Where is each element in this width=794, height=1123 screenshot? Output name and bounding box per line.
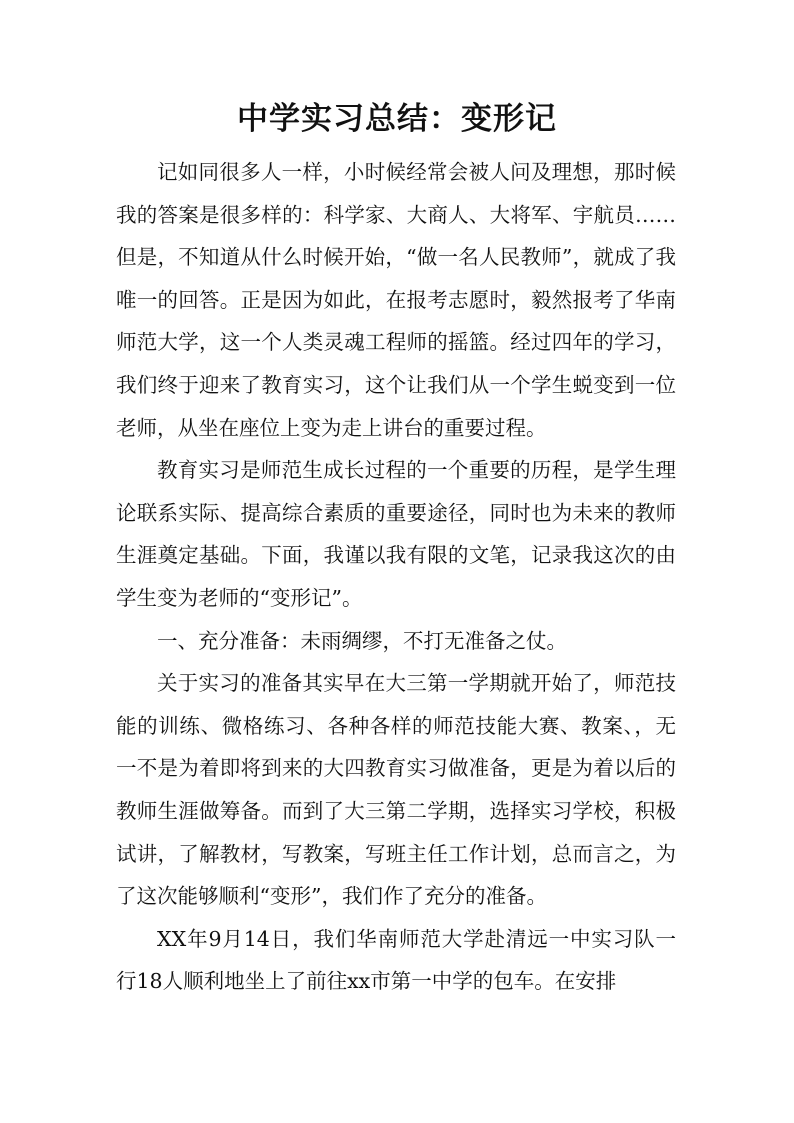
paragraph-departure: XX年9月14日，我们华南师范大学赴清远一中实习队一行18人顺利地坐上了前往xx市第一中学的包车。在安排: [116, 926, 676, 994]
document-title: 中学实习总结：变形记: [237, 101, 557, 137]
paragraph-intro: 记如同很多人一样，小时候经常会被人问及理想，那时候我的答案是很多样的：科学家、大商人、大将军、宇航员……但是，不知道从什么时候开始，“做一名人民教师”，就成了我唯一的回答。正是因为如此，在报考志愿时，毅然报考了华南师范大学，这一个人类灵魂工程师的摇篮。经过四年的学习，我们终于迎来了教育实习，这个让我们从一个学生蜕变到一位老师，从坐在座位上变为走上讲台的重要过程。: [116, 160, 676, 440]
paragraph-preparation: 关于实习的准备其实早在大三第一学期就开始了，师范技能的训练、微格练习、各种各样的师范技能大赛、教案、，无一不是为着即将到来的大四教育实习做准备，更是为着以后的教师生涯做筹备。而到了大三第二学期，选择实习学校，积极试讲，了解教材，写教案，写班主任工作计划，总而言之，为了这次能够顺利“变形”，我们作了充分的准备。: [116, 671, 676, 909]
document-body: [116, 151, 676, 1003]
paragraph-significance: 教育实习是师范生成长过程的一个重要的历程，是学生理论联系实际、提高综合素质的重要途径，同时也为未来的教师生涯奠定基础。下面，我谨以我有限的文笔，记录我这次的由学生变为老师的“变形记”。: [116, 458, 676, 610]
section-heading-preparation: 一、充分准备：未雨绸缪，不打无准备之仗。: [157, 628, 567, 653]
